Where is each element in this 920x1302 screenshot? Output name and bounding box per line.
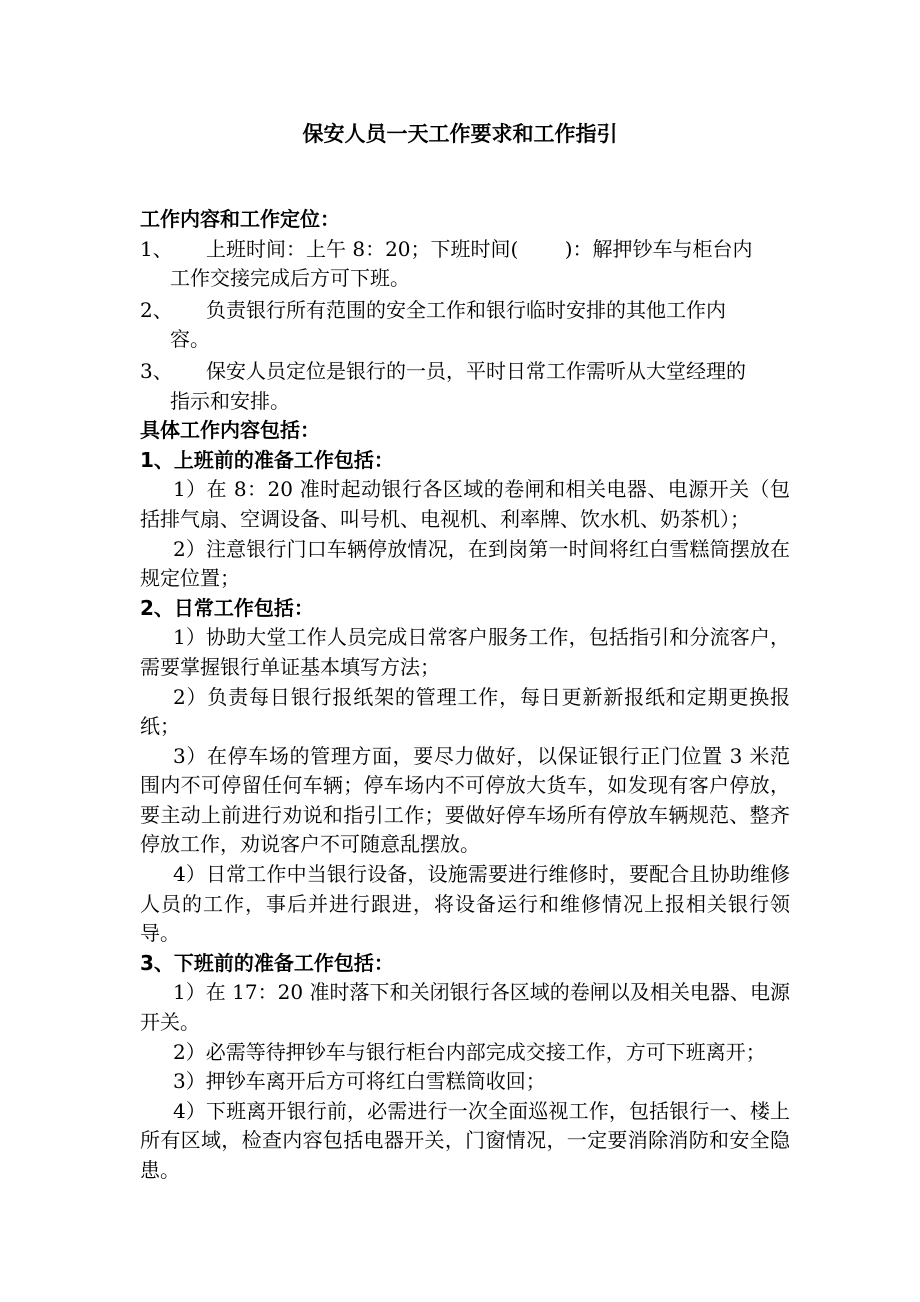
document-title: 保安人员一天工作要求和工作指引: [302, 122, 618, 146]
paragraph-item: 1）协助大堂工作人员完成日常客户服务工作，包括指引和分流客户，需要掌握银行单证基本填写方法；: [140, 625, 790, 679]
item-text: 保安人员定位是银行的一员，平时日常工作需听从大堂经理的: [206, 358, 746, 383]
paragraph-item: 4）下班离开银行前，必需进行一次全面巡视工作，包括银行一、楼上所有区域，检查内容包括电器开关，门窗情况，一定要消除消防和安全隐患。: [140, 1098, 790, 1182]
item-number: 3、: [140, 358, 173, 383]
paragraph-item: 1）在 8：20 准时起动银行各区域的卷闸和相关电器、电源开关（包括排气扇、空调设备、叫号机、电视机、利率牌、饮水机、奶茶机）；: [140, 477, 790, 531]
paragraph-item: 1）在 17：20 准时落下和关闭银行各区域的卷闸以及相关电器、电源开关。: [140, 980, 790, 1035]
item-text: 上班时间：上午 8：20；下班时间( )：解押钞车与柜台内: [206, 236, 753, 261]
subsection-heading-before-work: 1、上班前的准备工作包括：: [140, 447, 394, 472]
subsection-heading-after-work: 3、下班前的准备工作包括：: [140, 950, 394, 975]
document-body: [140, 205, 790, 1186]
paragraph-item: 3）在停车场的管理方面，要尽力做好，以保证银行正门位置 3 米范围内不可停留任何车辆；停车场内不可停放大货车，如发现有客户停放，要主动上前进行劝说和指引工作；要做好停车场所有停放车辆规范、整齐停放工作，劝说客户不可随意乱摆放。: [140, 743, 790, 857]
item-continuation: 工作交接完成后方可下班。: [170, 266, 410, 291]
paragraph-item: 2）负责每日银行报纸架的管理工作，每日更新新报纸和定期更换报纸；: [140, 684, 790, 739]
subsection-heading-daily-work: 2、日常工作包括：: [140, 595, 314, 620]
section-heading-duties: 具体工作内容包括：: [140, 418, 320, 443]
section-heading-positioning: 工作内容和工作定位：: [140, 207, 340, 231]
item-continuation: 指示和安排。: [170, 388, 290, 413]
item-number: 2、: [140, 297, 173, 322]
positioning-item: [140, 296, 790, 355]
positioning-item: [140, 235, 790, 294]
item-text: 负责银行所有范围的安全工作和银行临时安排的其他工作内: [206, 297, 726, 322]
paragraph-item: 3）押钞车离开后方可将红白雪糕筒收回；: [173, 1069, 546, 1094]
item-number: 1、: [140, 236, 173, 261]
paragraph-item: 2）必需等待押钞车与银行柜台内部完成交接工作，方可下班离开；: [173, 1039, 766, 1064]
paragraph-item: 2）注意银行门口车辆停放情况，在到岗第一时间将红白雪糕筒摆放在规定位置；: [140, 536, 790, 591]
item-continuation: 容。: [170, 327, 210, 352]
positioning-item: [140, 357, 790, 416]
paragraph-item: 4）日常工作中当银行设备，设施需要进行维修时，要配合且协助维修人员的工作，事后并进行跟进，将设备运行和维修情况上报相关银行领导。: [140, 862, 790, 946]
